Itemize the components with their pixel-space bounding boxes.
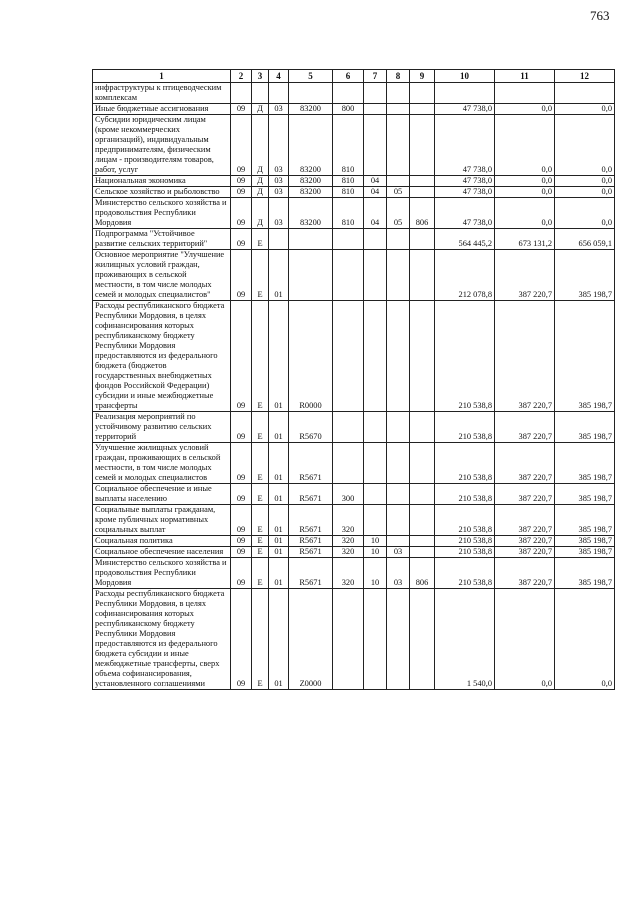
amount-year3-cell: 0,0: [555, 198, 615, 229]
section-code-cell: 09: [231, 301, 252, 412]
section-code-cell: 09: [231, 250, 252, 301]
expense-direction-cell: R5670: [289, 412, 333, 443]
section-cell: 10: [364, 558, 387, 589]
subsection-cell: [387, 250, 410, 301]
section-cell: [364, 250, 387, 301]
ministry-code-cell: [410, 547, 435, 558]
expense-direction-cell: 83200: [289, 176, 333, 187]
subsection-cell: [387, 443, 410, 484]
expense-type-cell: [333, 589, 364, 690]
row-name-cell: Министерство сельского хозяйства и продовольствия Республики Мордовия: [93, 198, 231, 229]
expense-type-cell: 810: [333, 198, 364, 229]
ministry-code-cell: [410, 83, 435, 104]
activity-code-cell: 01: [269, 301, 289, 412]
table-row: [93, 115, 615, 176]
table-row: [93, 484, 615, 505]
row-name-cell: Социальное обеспечение и иные выплаты населению: [93, 484, 231, 505]
table-row: [93, 250, 615, 301]
table-header-row: [93, 70, 615, 83]
table-row: [93, 547, 615, 558]
section-code-cell: 09: [231, 115, 252, 176]
section-cell: [364, 443, 387, 484]
subprogram-code-cell: Е: [252, 250, 269, 301]
section-code-cell: 09: [231, 412, 252, 443]
table-body: [93, 83, 615, 690]
expense-direction-cell: 83200: [289, 198, 333, 229]
amount-year2-cell: 387 220,7: [495, 443, 555, 484]
section-cell: 04: [364, 198, 387, 229]
amount-year3-cell: 0,0: [555, 187, 615, 198]
section-code-cell: 09: [231, 505, 252, 536]
section-code-cell: 09: [231, 589, 252, 690]
subprogram-code-cell: Е: [252, 229, 269, 250]
ministry-code-cell: [410, 229, 435, 250]
activity-code-cell: 01: [269, 589, 289, 690]
table-row: [93, 83, 615, 104]
expense-type-cell: [333, 83, 364, 104]
section-cell: 10: [364, 536, 387, 547]
table-row: [93, 443, 615, 484]
amount-year3-cell: 385 198,7: [555, 536, 615, 547]
column-header: 6: [333, 70, 364, 83]
subsection-cell: 03: [387, 547, 410, 558]
section-code-cell: 09: [231, 198, 252, 229]
expense-direction-cell: 83200: [289, 115, 333, 176]
subsection-cell: 05: [387, 187, 410, 198]
amount-year3-cell: [555, 83, 615, 104]
table-row: [93, 589, 615, 690]
subprogram-code-cell: Д: [252, 198, 269, 229]
activity-code-cell: 01: [269, 484, 289, 505]
amount-year2-cell: 0,0: [495, 176, 555, 187]
section-cell: [364, 115, 387, 176]
amount-year3-cell: 385 198,7: [555, 301, 615, 412]
amount-year3-cell: 385 198,7: [555, 558, 615, 589]
page-number: 763: [590, 8, 610, 23]
amount-year1-cell: 210 538,8: [435, 412, 495, 443]
ministry-code-cell: [410, 443, 435, 484]
section-code-cell: 09: [231, 558, 252, 589]
amount-year3-cell: 0,0: [555, 176, 615, 187]
subsection-cell: [387, 536, 410, 547]
ministry-code-cell: 806: [410, 198, 435, 229]
activity-code-cell: 03: [269, 115, 289, 176]
amount-year2-cell: 0,0: [495, 104, 555, 115]
section-cell: 10: [364, 547, 387, 558]
activity-code-cell: 01: [269, 412, 289, 443]
expense-type-cell: 810: [333, 176, 364, 187]
row-name-cell: Улучшение жилищных условий граждан, проживающих в сельской местности, в том числе молодых семей и молодых специалистов: [93, 443, 231, 484]
row-name-cell: Подпрограмма "Устойчивое развитие сельских территорий": [93, 229, 231, 250]
amount-year2-cell: 0,0: [495, 115, 555, 176]
activity-code-cell: 01: [269, 250, 289, 301]
subprogram-code-cell: Е: [252, 412, 269, 443]
amount-year1-cell: 47 738,0: [435, 176, 495, 187]
amount-year1-cell: 210 538,8: [435, 558, 495, 589]
amount-year3-cell: 0,0: [555, 104, 615, 115]
subsection-cell: [387, 83, 410, 104]
column-header: 9: [410, 70, 435, 83]
activity-code-cell: 01: [269, 547, 289, 558]
subsection-cell: [387, 589, 410, 690]
expense-direction-cell: [289, 83, 333, 104]
table-row: [93, 229, 615, 250]
expense-type-cell: 320: [333, 536, 364, 547]
row-name-cell: Расходы республиканского бюджета Республики Мордовия, в целях софинансирования которых республиканскому бюджету Республики Мордовия предоставляются из федерального бюджета субсидии и иные межбюджетные трансферты, сверх объема софинансирования, установленного соглашениями: [93, 589, 231, 690]
amount-year2-cell: 673 131,2: [495, 229, 555, 250]
section-cell: [364, 505, 387, 536]
amount-year2-cell: 0,0: [495, 187, 555, 198]
table-row: [93, 505, 615, 536]
expense-type-cell: [333, 412, 364, 443]
subprogram-code-cell: Е: [252, 558, 269, 589]
amount-year2-cell: 387 220,7: [495, 484, 555, 505]
column-header: 3: [252, 70, 269, 83]
row-name-cell: Сельское хозяйство и рыболовство: [93, 187, 231, 198]
amount-year3-cell: 385 198,7: [555, 505, 615, 536]
subsection-cell: 05: [387, 198, 410, 229]
table-row: [93, 176, 615, 187]
amount-year1-cell: 210 538,8: [435, 301, 495, 412]
section-cell: [364, 104, 387, 115]
subprogram-code-cell: Е: [252, 443, 269, 484]
expense-direction-cell: [289, 229, 333, 250]
amount-year1-cell: 210 538,8: [435, 536, 495, 547]
column-header: 10: [435, 70, 495, 83]
subprogram-code-cell: Е: [252, 301, 269, 412]
subprogram-code-cell: Д: [252, 176, 269, 187]
amount-year1-cell: 210 538,8: [435, 443, 495, 484]
amount-year2-cell: [495, 83, 555, 104]
row-name-cell: Социальное обеспечение населения: [93, 547, 231, 558]
section-cell: [364, 412, 387, 443]
expense-direction-cell: [289, 250, 333, 301]
expense-type-cell: 320: [333, 558, 364, 589]
row-name-cell: Иные бюджетные ассигнования: [93, 104, 231, 115]
row-name-cell: инфраструктуры к птицеводческим комплексам: [93, 83, 231, 104]
amount-year2-cell: 0,0: [495, 198, 555, 229]
row-name-cell: Расходы республиканского бюджета Республики Мордовия, в целях софинансирования которых республиканскому бюджету Республики Мордовия предоставляются из федерального бюджета (бюджетов государственных внебюджетных фондов Российской Федерации) субсидии и иные межбюджетные трансферты: [93, 301, 231, 412]
ministry-code-cell: [410, 589, 435, 690]
amount-year3-cell: 656 059,1: [555, 229, 615, 250]
amount-year3-cell: 0,0: [555, 115, 615, 176]
section-code-cell: 09: [231, 176, 252, 187]
section-code-cell: 09: [231, 547, 252, 558]
table-row: [93, 558, 615, 589]
section-cell: [364, 301, 387, 412]
ministry-code-cell: [410, 484, 435, 505]
row-name-cell: Основное мероприятие "Улучшение жилищных условий граждан, проживающих в сельской местности, в том числе молодых семей и молодых специалистов": [93, 250, 231, 301]
activity-code-cell: 03: [269, 176, 289, 187]
section-cell: [364, 484, 387, 505]
amount-year1-cell: [435, 83, 495, 104]
amount-year3-cell: 385 198,7: [555, 484, 615, 505]
expense-type-cell: 810: [333, 115, 364, 176]
activity-code-cell: 03: [269, 198, 289, 229]
amount-year1-cell: 210 538,8: [435, 505, 495, 536]
activity-code-cell: 03: [269, 104, 289, 115]
amount-year1-cell: 212 078,8: [435, 250, 495, 301]
ministry-code-cell: [410, 187, 435, 198]
expense-direction-cell: Z0000: [289, 589, 333, 690]
ministry-code-cell: 806: [410, 558, 435, 589]
subprogram-code-cell: Д: [252, 115, 269, 176]
amount-year1-cell: 210 538,8: [435, 484, 495, 505]
amount-year1-cell: 47 738,0: [435, 115, 495, 176]
activity-code-cell: 01: [269, 558, 289, 589]
column-header: 5: [289, 70, 333, 83]
subprogram-code-cell: Е: [252, 547, 269, 558]
subsection-cell: [387, 104, 410, 115]
subprogram-code-cell: Е: [252, 484, 269, 505]
row-name-cell: Социальная политика: [93, 536, 231, 547]
section-code-cell: 09: [231, 187, 252, 198]
column-header: 12: [555, 70, 615, 83]
expense-direction-cell: R5671: [289, 484, 333, 505]
expense-type-cell: 810: [333, 187, 364, 198]
table-row: [93, 536, 615, 547]
subprogram-code-cell: Е: [252, 505, 269, 536]
subprogram-code-cell: [252, 83, 269, 104]
amount-year1-cell: 564 445,2: [435, 229, 495, 250]
column-header: 1: [93, 70, 231, 83]
column-header: 8: [387, 70, 410, 83]
amount-year1-cell: 47 738,0: [435, 104, 495, 115]
section-cell: [364, 83, 387, 104]
expense-direction-cell: R0000: [289, 301, 333, 412]
amount-year2-cell: 387 220,7: [495, 250, 555, 301]
expense-direction-cell: 83200: [289, 187, 333, 198]
subprogram-code-cell: Е: [252, 589, 269, 690]
subsection-cell: [387, 412, 410, 443]
ministry-code-cell: [410, 115, 435, 176]
ministry-code-cell: [410, 505, 435, 536]
table-row: [93, 412, 615, 443]
activity-code-cell: 01: [269, 443, 289, 484]
column-header: 2: [231, 70, 252, 83]
table-row: [93, 187, 615, 198]
amount-year3-cell: 385 198,7: [555, 250, 615, 301]
amount-year3-cell: 385 198,7: [555, 443, 615, 484]
activity-code-cell: 03: [269, 187, 289, 198]
row-name-cell: Министерство сельского хозяйства и продовольствия Республики Мордовия: [93, 558, 231, 589]
amount-year2-cell: 387 220,7: [495, 536, 555, 547]
subsection-cell: [387, 484, 410, 505]
section-cell: 04: [364, 176, 387, 187]
section-code-cell: 09: [231, 443, 252, 484]
expense-type-cell: 300: [333, 484, 364, 505]
expense-direction-cell: R5671: [289, 558, 333, 589]
column-header: 4: [269, 70, 289, 83]
amount-year3-cell: 385 198,7: [555, 412, 615, 443]
amount-year2-cell: 387 220,7: [495, 301, 555, 412]
amount-year1-cell: 47 738,0: [435, 187, 495, 198]
row-name-cell: Субсидии юридическим лицам (кроме некоммерческих организаций), индивидуальным предпринимателям, физическим лицам - производителям товаров, работ, услуг: [93, 115, 231, 176]
ministry-code-cell: [410, 250, 435, 301]
ministry-code-cell: [410, 301, 435, 412]
ministry-code-cell: [410, 176, 435, 187]
section-code-cell: 09: [231, 229, 252, 250]
amount-year1-cell: 47 738,0: [435, 198, 495, 229]
expense-direction-cell: R5671: [289, 443, 333, 484]
row-name-cell: Национальная экономика: [93, 176, 231, 187]
table-row: [93, 301, 615, 412]
activity-code-cell: [269, 83, 289, 104]
expense-type-cell: [333, 443, 364, 484]
ministry-code-cell: [410, 104, 435, 115]
section-code-cell: 09: [231, 104, 252, 115]
subsection-cell: 03: [387, 558, 410, 589]
activity-code-cell: [269, 229, 289, 250]
table-row: [93, 104, 615, 115]
expense-direction-cell: R5671: [289, 505, 333, 536]
amount-year2-cell: 387 220,7: [495, 558, 555, 589]
expense-type-cell: [333, 229, 364, 250]
section-code-cell: 09: [231, 484, 252, 505]
column-header: 7: [364, 70, 387, 83]
expense-type-cell: 800: [333, 104, 364, 115]
subprogram-code-cell: Е: [252, 536, 269, 547]
expense-direction-cell: 83200: [289, 104, 333, 115]
ministry-code-cell: [410, 412, 435, 443]
subsection-cell: [387, 505, 410, 536]
activity-code-cell: 01: [269, 505, 289, 536]
row-name-cell: Социальные выплаты гражданам, кроме публичных нормативных социальных выплат: [93, 505, 231, 536]
budget-table: [92, 69, 615, 690]
section-cell: 04: [364, 187, 387, 198]
section-cell: [364, 229, 387, 250]
amount-year2-cell: 387 220,7: [495, 505, 555, 536]
amount-year1-cell: 1 540,0: [435, 589, 495, 690]
ministry-code-cell: [410, 536, 435, 547]
subsection-cell: [387, 229, 410, 250]
expense-type-cell: [333, 301, 364, 412]
subprogram-code-cell: Д: [252, 104, 269, 115]
amount-year2-cell: 387 220,7: [495, 547, 555, 558]
table-row: [93, 198, 615, 229]
amount-year1-cell: 210 538,8: [435, 547, 495, 558]
section-code-cell: 09: [231, 536, 252, 547]
subsection-cell: [387, 176, 410, 187]
section-code-cell: [231, 83, 252, 104]
amount-year2-cell: 0,0: [495, 589, 555, 690]
subsection-cell: [387, 115, 410, 176]
expense-direction-cell: R5671: [289, 547, 333, 558]
expense-type-cell: 320: [333, 505, 364, 536]
expense-direction-cell: R5671: [289, 536, 333, 547]
expense-type-cell: 320: [333, 547, 364, 558]
subsection-cell: [387, 301, 410, 412]
subprogram-code-cell: Д: [252, 187, 269, 198]
expense-type-cell: [333, 250, 364, 301]
amount-year3-cell: 385 198,7: [555, 547, 615, 558]
activity-code-cell: 01: [269, 536, 289, 547]
row-name-cell: Реализация мероприятий по устойчивому развитию сельских территорий: [93, 412, 231, 443]
amount-year3-cell: 0,0: [555, 589, 615, 690]
section-cell: [364, 589, 387, 690]
column-header: 11: [495, 70, 555, 83]
amount-year2-cell: 387 220,7: [495, 412, 555, 443]
